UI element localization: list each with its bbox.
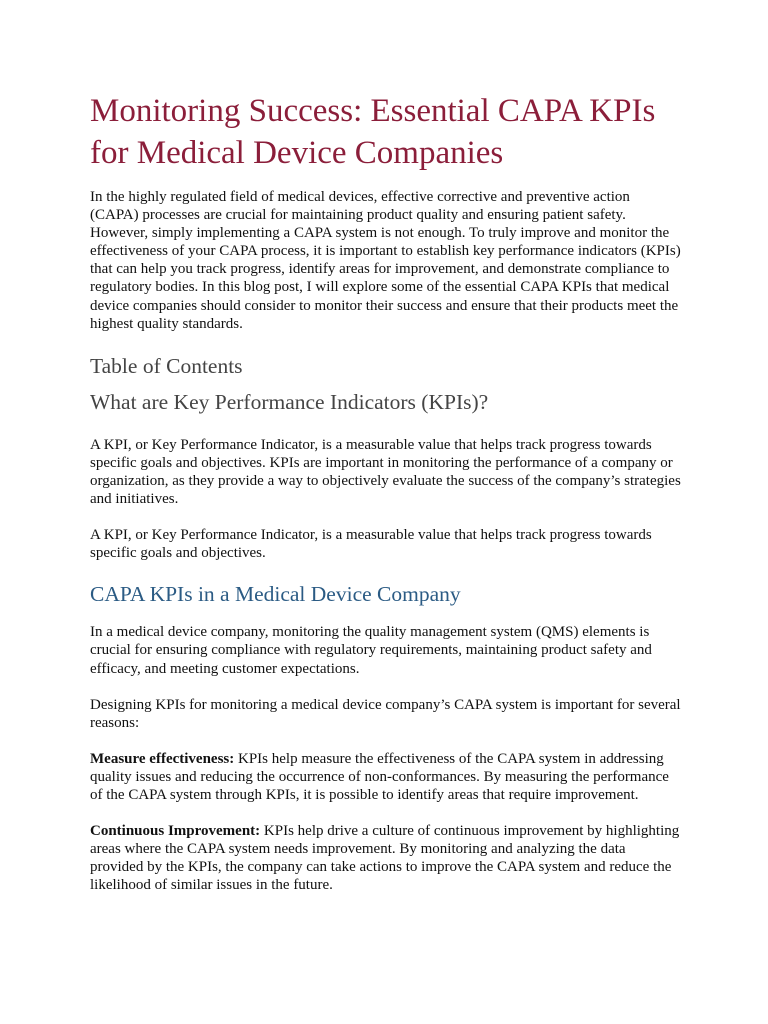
reason-measure-effectiveness (90, 750, 682, 804)
designing-kpis-paragraph: Designing KPIs for monitoring a medical device company’s CAPA system is important for several reasons: (90, 696, 681, 731)
section-heading-capa-kpis: CAPA KPIs in a Medical Device Company (90, 582, 461, 607)
document-content (90, 90, 682, 894)
reason-label: Continuous Improvement: (90, 823, 261, 840)
reason-label: Measure effectiveness: (90, 750, 235, 767)
section-heading-what-are-kpis: What are Key Performance Indicators (KPIs)? (90, 389, 489, 414)
kpi-definition-paragraph: A KPI, or Key Performance Indicator, is a measurable value that helps track progress towards specific goals and objectives. KPIs are important in monitoring the performance of a company or organization, as they provide a way to objectively evaluate the success of the company’s strategies and initiatives. (90, 436, 681, 508)
kpi-short-definition-paragraph: A KPI, or Key Performance Indicator, is a measurable value that helps track progress towards specific goals and objectives. (90, 527, 652, 562)
page-title: Monitoring Success: Essential CAPA KPIs for Medical Device Companies (90, 93, 656, 171)
reason-text: KPIs help measure the effectiveness of the CAPA system in addressing quality issues and reducing the occurrence of non-conformances. By measuring the performance of the CAPA system through KPIs, it is possible to identify areas that require improvement. (90, 750, 669, 803)
reason-text: KPIs help drive a culture of continuous improvement by highlighting areas where the CAPA system needs improvement. By monitoring and analyzing the data provided by the KPIs, the company can take actions to improve the CAPA system and reduce the likelihood of similar issues in the future. (90, 823, 680, 894)
reason-continuous-improvement (90, 822, 682, 894)
intro-paragraph: In the highly regulated field of medical devices, effective corrective and preventive action (CAPA) processes are crucial for maintaining product quality and ensuring patient safety. However, simply implementing a CAPA system is not enough. To truly improve and monitor the effectiveness of your CAPA process, it is important to establish key performance indicators (KPIs) that can help you track progress, identify areas for improvement, and demonstrate compliance to regulatory bodies. In this blog post, I will explore some of the essential CAPA KPIs that medical device companies should consider to monitor their success and ensure that their products meet the highest quality standards. (90, 189, 681, 332)
qms-monitoring-paragraph: In a medical device company, monitoring the quality management system (QMS) elements is crucial for ensuring compliance with regulatory requirements, maintaining product safety and efficacy, and meeting customer expectations. (90, 624, 652, 677)
table-of-contents-heading: Table of Contents (90, 353, 243, 378)
